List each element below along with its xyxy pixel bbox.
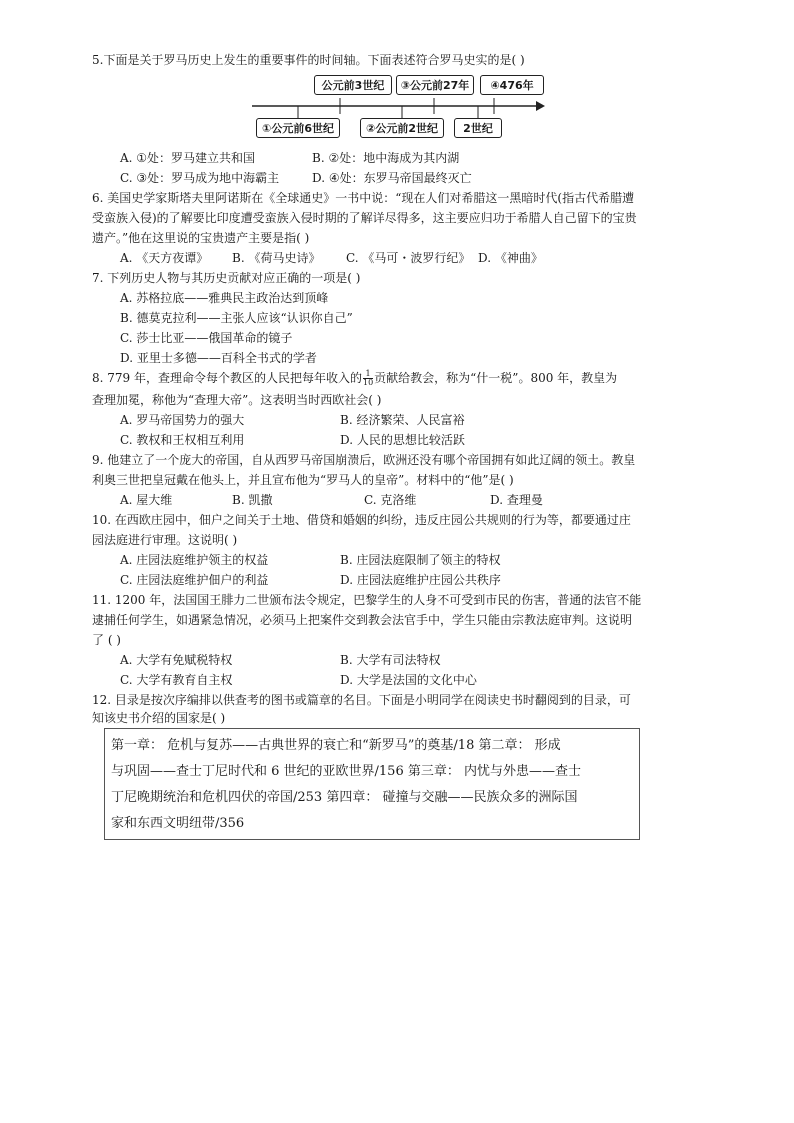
q6-option-d[interactable]: D. 《神曲》 — [478, 251, 543, 265]
q11-option-b[interactable]: B. 大学有司法特权 — [340, 653, 441, 667]
q10-option-b[interactable]: B. 庄园法庭限制了领主的特权 — [340, 553, 501, 567]
q5-option-d[interactable]: D. ④处：东罗马帝国最终灭亡 — [312, 171, 472, 185]
q5-option-c[interactable]: C. ③处：罗马成为地中海霸主 — [120, 171, 280, 185]
q10-stem-line-2: 园法庭进行审理。这说明( ) — [92, 533, 238, 547]
q8-stem-part-2: 贡献给教会，称为“什一税”。800 年，教皇为 — [374, 371, 618, 385]
q10-option-a[interactable]: A. 庄园法庭维护领主的权益 — [120, 553, 269, 567]
q11-option-a[interactable]: A. 大学有免赋税特权 — [120, 653, 233, 667]
q9-stem-line-2: 利奥三世把皇冠戴在他头上，并且宣布他为“罗马人的皇帝”。材料中的“他”是( ) — [92, 473, 514, 487]
q5-stem: 5.下面是关于罗马历史上发生的重要事件的时间轴。下面表述符合罗马史实的是( ) — [92, 53, 525, 67]
timeline-arrow-icon — [536, 101, 545, 111]
q6-option-b[interactable]: B. 《荷马史诗》 — [232, 251, 321, 265]
timeline-label-bottom-1: ①公元前6世纪 — [256, 118, 340, 138]
q7-stem: 7. 下列历史人物与其历史贡献对应正确的一项是( ) — [92, 271, 361, 285]
fraction-one-tenth: $\frac{1}{10}$ — [362, 369, 374, 387]
q11-option-d[interactable]: D. 大学是法国的文化中心 — [340, 673, 477, 687]
timeline-label-top-2: ③公元前27年 — [396, 75, 474, 95]
q6-stem-line-2: 受蛮族入侵)的了解要比印度遭受蛮族入侵时期的了解详尽得多，这主要应归功于希腊人自己留下的宝贵 — [92, 211, 637, 225]
q6-option-a[interactable]: A. 《天方夜谭》 — [120, 251, 209, 265]
q6-stem-line-1: 6. 美国史学家斯塔夫里阿诺斯在《全球通史》一书中说：“现在人们对希腊这一黑暗时代(指古代希腊遭 — [92, 191, 635, 205]
q7-option-d[interactable]: D. 亚里士多德——百科全书式的学者 — [120, 351, 317, 365]
q5-option-b[interactable]: B. ②处：地中海成为其内湖 — [312, 151, 460, 165]
q9-option-c[interactable]: C. 克洛维 — [364, 493, 417, 507]
q8-stem-line-2: 查理加冕，称他为“查理大帝”。这表明当时西欧社会( ) — [92, 393, 382, 407]
q11-stem-line-3: 了 ( ) — [92, 633, 121, 647]
q5-option-a[interactable]: A. ①处：罗马建立共和国 — [120, 151, 256, 165]
q8-option-d[interactable]: D. 人民的思想比较活跃 — [340, 433, 465, 447]
q8-option-c[interactable]: C. 教权和王权相互利用 — [120, 433, 245, 447]
q11-option-c[interactable]: C. 大学有教育自主权 — [120, 673, 233, 687]
timeline-label-top-3: ④476年 — [480, 75, 544, 95]
q9-option-b[interactable]: B. 凯撒 — [232, 493, 273, 507]
q8-option-a[interactable]: A. 罗马帝国势力的强大 — [120, 413, 245, 427]
q6-option-c[interactable]: C. 《马可・波罗行纪》 — [346, 251, 471, 265]
q10-stem-line-1: 10. 在西欧庄园中，佃户之间关于土地、借贷和婚姻的纠纷，违反庄园公共规则的行为等，都要通过庄 — [92, 513, 631, 527]
q12-stem-line-1: 12. 目录是按次序编排以供查考的图书或篇章的名目。下面是小明同学在阅读史书时翻阅到的目录，可 — [92, 693, 631, 707]
timeline-label-bottom-3: 2世纪 — [454, 118, 502, 138]
timeline-label-bottom-2: ②公元前2世纪 — [360, 118, 444, 138]
q10-option-d[interactable]: D. 庄园法庭维护庄园公共秩序 — [340, 573, 501, 587]
q9-option-a[interactable]: A. 屋大维 — [120, 493, 173, 507]
q7-option-a[interactable]: A. 苏格拉底——雅典民主政治达到顶峰 — [120, 291, 329, 305]
q9-stem-line-1: 9. 他建立了一个庞大的帝国，自从西罗马帝国崩溃后，欧洲还没有哪个帝国拥有如此辽阔的领土。教皇 — [92, 453, 636, 467]
q11-stem-line-1: 11. 1200 年，法国国王腓力二世颁布法令规定，巴黎学生的人身不可受到市民的伤害，普通的法官不能 — [92, 593, 642, 607]
q12-table-of-contents — [104, 728, 640, 840]
toc-line: 丁尼晚期统治和危机四伏的帝国/253 第四章： 碰撞与交融——民族众多的洲际国 — [111, 790, 578, 805]
q5-timeline — [240, 72, 550, 147]
toc-line: 与巩固——查士丁尼时代和 6 世纪的亚欧世界/156 第三章： 内忧与外患——查士 — [111, 764, 581, 779]
timeline-label-top-1: 公元前3世纪 — [314, 75, 392, 95]
q12-stem-line-2: 知该史书介绍的国家是( ) — [92, 711, 226, 725]
toc-line: 家和东西文明纽带/356 — [111, 816, 245, 831]
q7-option-c[interactable]: C. 莎士比亚——俄国革命的镜子 — [120, 331, 293, 345]
q10-option-c[interactable]: C. 庄园法庭维护佃户的利益 — [120, 573, 269, 587]
q9-option-d[interactable]: D. 查理曼 — [490, 493, 543, 507]
q6-stem-line-3: 遗产。”他在这里说的宝贵遗产主要是指( ) — [92, 231, 310, 245]
toc-line: 第一章： 危机与复苏——古典世界的衰亡和“新罗马”的奠基/18 第二章： 形成 — [111, 738, 561, 753]
q8-stem-part-1: 8. 779 年，查理命令每个教区的人民把每年收入的 — [92, 371, 362, 385]
q11-stem-line-2: 逮捕任何学生，如遇紧急情况，必须马上把案件交到教会法官手中，学生只能由宗教法庭审判。这说明 — [92, 613, 633, 627]
q7-option-b[interactable]: B. 德莫克拉利——主张人应该“认识你自己” — [120, 311, 353, 325]
q8-stem-line-1 — [92, 368, 707, 388]
q8-option-b[interactable]: B. 经济繁荣、人民富裕 — [340, 413, 465, 427]
